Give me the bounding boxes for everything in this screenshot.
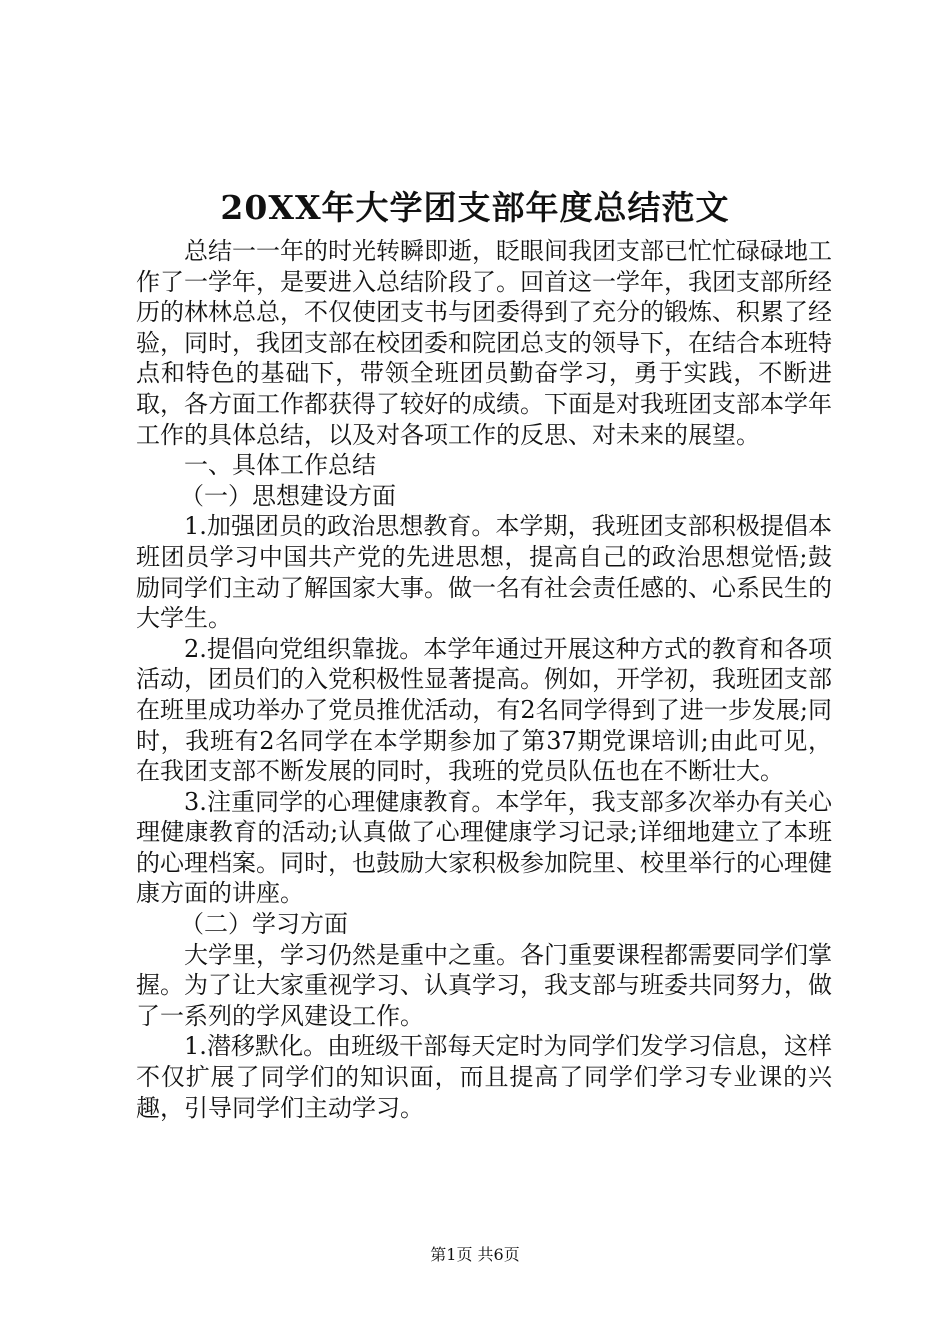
document-title: 20XX年大学团支部年度总结范文 bbox=[220, 188, 730, 227]
paragraph-item: 1.加强团员的政治思想教育。本学期，我班团支部积极提倡本班团员学习中国共产党的先进思想，提高自己的政治思想觉悟;鼓励同学们主动了解国家大事。做一名有社会责任感的、心系民生的大学生。 bbox=[136, 512, 832, 633]
page-footer: 第1页 共6页 bbox=[430, 1245, 520, 1264]
paragraph-item: 3.注重同学的心理健康教育。本学年，我支部多次举办有关心理健康教育的活动;认真做了心理健康学习记录;详细地建立了本班的心理档案。同时，也鼓励大家积极参加院里、校里举行的心理健康方面的讲座。 bbox=[136, 787, 832, 908]
document-body bbox=[136, 236, 832, 1123]
paragraph-body: 大学里，学习仍然是重中之重。各门重要课程都需要同学们掌握。为了让大家重视学习、认真学习，我支部与班委共同努力，做了一系列的学风建设工作。 bbox=[136, 940, 832, 1030]
subsection-heading: （二）学习方面 bbox=[180, 910, 348, 939]
paragraph-intro: 总结一一年的时光转瞬即逝，眨眼间我团支部已忙忙碌碌地工作了一学年，是要进入总结阶段了。回首这一学年，我团支部所经历的林林总总，不仅使团支书与团委得到了充分的锻炼、积累了经验，同时，我团支部在校团委和院团总支的领导下，在结合本班特点和特色的基础下，带领全班团员勤奋学习，勇于实践，不断进取，各方面工作都获得了较好的成绩。下面是对我班团支部本学年工作的具体总结，以及对各项工作的反思、对未来的展望。 bbox=[136, 237, 832, 449]
paragraph-item: 1.潜移默化。由班级干部每天定时为同学们发学习信息，这样不仅扩展了同学们的知识面，而且提高了同学们学习专业课的兴趣，引导同学们主动学习。 bbox=[136, 1032, 832, 1122]
subsection-heading: （一）思想建设方面 bbox=[180, 481, 396, 510]
paragraph-item: 2.提倡向党组织靠拢。本学年通过开展这种方式的教育和各项活动，团员们的入党积极性显著提高。例如，开学初，我班团支部在班里成功举办了党员推优活动，有2名同学得到了进一步发展;同时，我班有2名同学在本学期参加了第37期党课培训;由此可见，在我团支部不断发展的同时，我班的党员队伍也在不断壮大。 bbox=[136, 634, 832, 786]
section-heading: 一、具体工作总结 bbox=[184, 451, 376, 480]
